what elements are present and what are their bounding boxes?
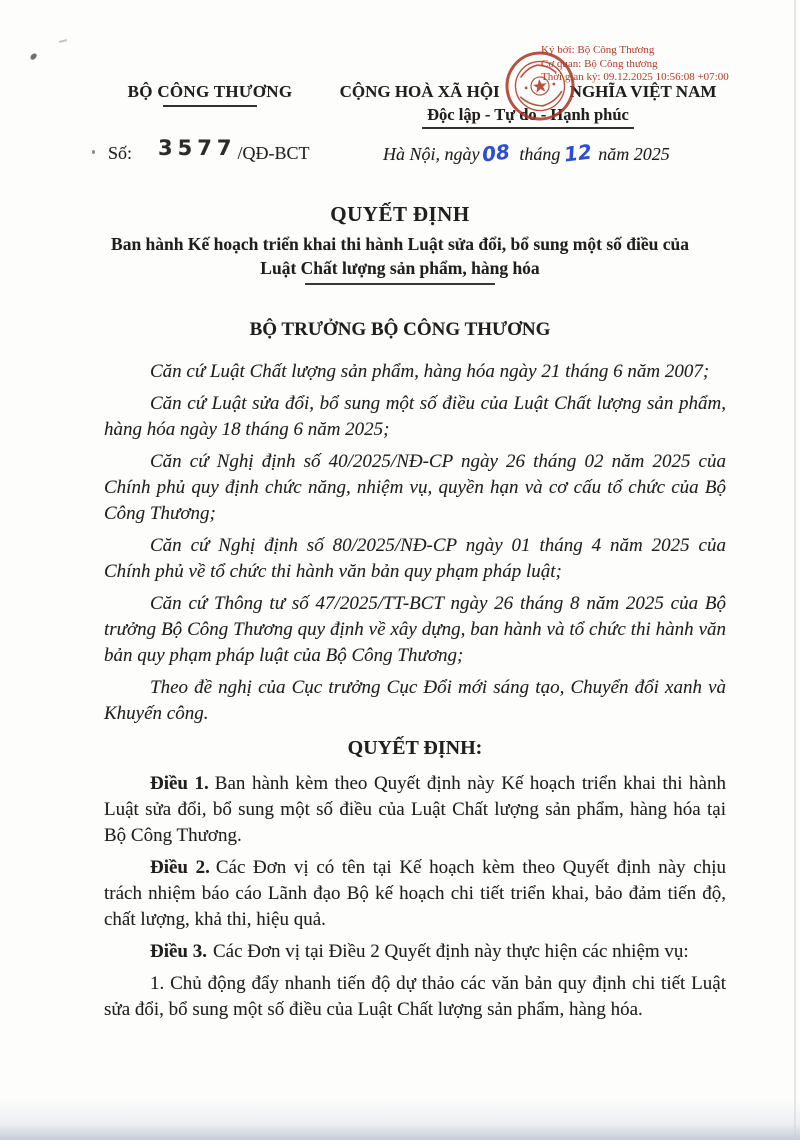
subject-line2: Luật Chất lượng sản phẩm, hàng hóa xyxy=(260,258,540,278)
issuing-org-name: BỘ CÔNG THƯƠNG xyxy=(127,82,293,101)
date-prefix: Hà Nội, ngày xyxy=(383,144,480,164)
issuing-org-block xyxy=(110,82,310,107)
doc-number-label: Số: xyxy=(108,143,133,163)
preamble-paragraph: Căn cứ Nghị định số 80/2025/NĐ-CP ngày 01 tháng 4 năm 2025 của Chính phủ về tổ chức thi hành văn bản quy phạm pháp luật; xyxy=(104,535,726,582)
signature-signer: Ký bởi: Bộ Công Thương xyxy=(541,44,655,56)
document-subject xyxy=(0,232,800,285)
scan-speck xyxy=(59,39,67,43)
scan-speck xyxy=(29,52,37,61)
article-1 xyxy=(104,771,726,849)
national-title-part1: CỘNG HOÀ XÃ HỘI xyxy=(339,82,500,101)
article-2 xyxy=(104,855,726,933)
article-3-clause-1: 1. Chủ động đẩy nhanh tiến độ dự thảo các văn bản quy định chi tiết Luật sửa đổi, bổ sung một số điều của Luật Chất lượng sản phẩm, hàng hóa. xyxy=(104,973,726,1020)
issuer-title: BỘ TRƯỞNG BỘ CÔNG THƯƠNG xyxy=(249,319,551,340)
signature-agency: Cơ quan: Bộ Công thương xyxy=(541,57,658,70)
page-bottom-shadow xyxy=(0,1098,800,1140)
doc-number-row xyxy=(108,136,310,164)
article-1-text: Ban hành kèm theo Quyết định này Kế hoạch triển khai thi hành Luật sửa đổi, bổ sung một số điều của Luật Chất lượng sản phẩm, hàng hóa tại Bộ Công Thương. xyxy=(104,773,726,846)
preamble-paragraph: Theo đề nghị của Cục trưởng Cục Đổi mới sáng tạo, Chuyển đổi xanh và Khuyến công. xyxy=(104,677,726,724)
place-date-line xyxy=(383,139,670,167)
scan-speck xyxy=(92,150,95,154)
article-2-text: Các Đơn vị có tên tại Kế hoạch kèm theo Quyết định này chịu trách nhiệm báo cáo Lãnh đạo Bộ kế hoạch chi tiết triển khai, bảo đảm tiến độ, chất lượng, khả thi, hiệu quả. xyxy=(104,857,726,930)
article-1-lead: Điều 1. xyxy=(150,773,209,794)
preamble-paragraph: Căn cứ Luật Chất lượng sản phẩm, hàng hóa ngày 21 tháng 6 năm 2007; xyxy=(150,361,710,382)
scan-edge-line xyxy=(794,0,796,1140)
article-3-lead: Điều 3. xyxy=(150,941,207,962)
doc-number-stamp: 3577 xyxy=(158,136,237,160)
national-motto: Độc lập - Tự do - Hạnh phúc xyxy=(422,105,634,129)
date-year: năm 2025 xyxy=(598,144,670,164)
subject-line1: Ban hành Kế hoạch triển khai thi hành Luật sửa đổi, bổ sung một số điều của xyxy=(111,234,689,254)
digital-signature-block xyxy=(541,44,729,85)
preamble-paragraph: Căn cứ Luật sửa đổi, bổ sung một số điều của Luật Chất lượng sản phẩm, hàng hóa ngày 18 tháng 6 năm 2025; xyxy=(104,393,726,440)
subject-underline xyxy=(305,283,495,285)
preamble-paragraph: Căn cứ Nghị định số 40/2025/NĐ-CP ngày 26 tháng 02 năm 2025 của Chính phủ quy định chức năng, nhiệm vụ, quyền hạn và cơ cấu tổ chức của Bộ Công Thương; xyxy=(104,451,726,524)
article-3-text: Các Đơn vị tại Điều 2 Quyết định này thực hiện các nhiệm vụ: xyxy=(213,941,689,962)
date-month-label: tháng xyxy=(519,144,561,164)
document-type-title: QUYẾT ĐỊNH xyxy=(330,202,470,226)
org-name-underline xyxy=(163,105,257,107)
doc-number-suffix: /QĐ-BCT xyxy=(237,143,310,163)
article-2-lead: Điều 2. xyxy=(150,857,210,878)
signature-timestamp: Thời gian ký: 09.12.2025 10:56:08 +07:00 xyxy=(541,71,729,83)
decision-heading: QUYẾT ĐỊNH: xyxy=(347,737,483,759)
national-title-part2: NGHĨA VIỆT NAM xyxy=(569,82,717,101)
title-block xyxy=(0,202,800,341)
handwritten-month: 12 xyxy=(563,139,594,167)
preamble-paragraph: Căn cứ Thông tư số 47/2025/TT-BCT ngày 26 tháng 8 năm 2025 của Bộ trưởng Bộ Công Thương quy định về xây dựng, ban hành và tổ chức thi hành văn bản quy phạm pháp luật của Bộ Công Thương; xyxy=(104,593,726,666)
handwritten-day: 08 xyxy=(480,139,511,167)
article-3 xyxy=(104,939,726,965)
document-body xyxy=(104,359,726,1029)
